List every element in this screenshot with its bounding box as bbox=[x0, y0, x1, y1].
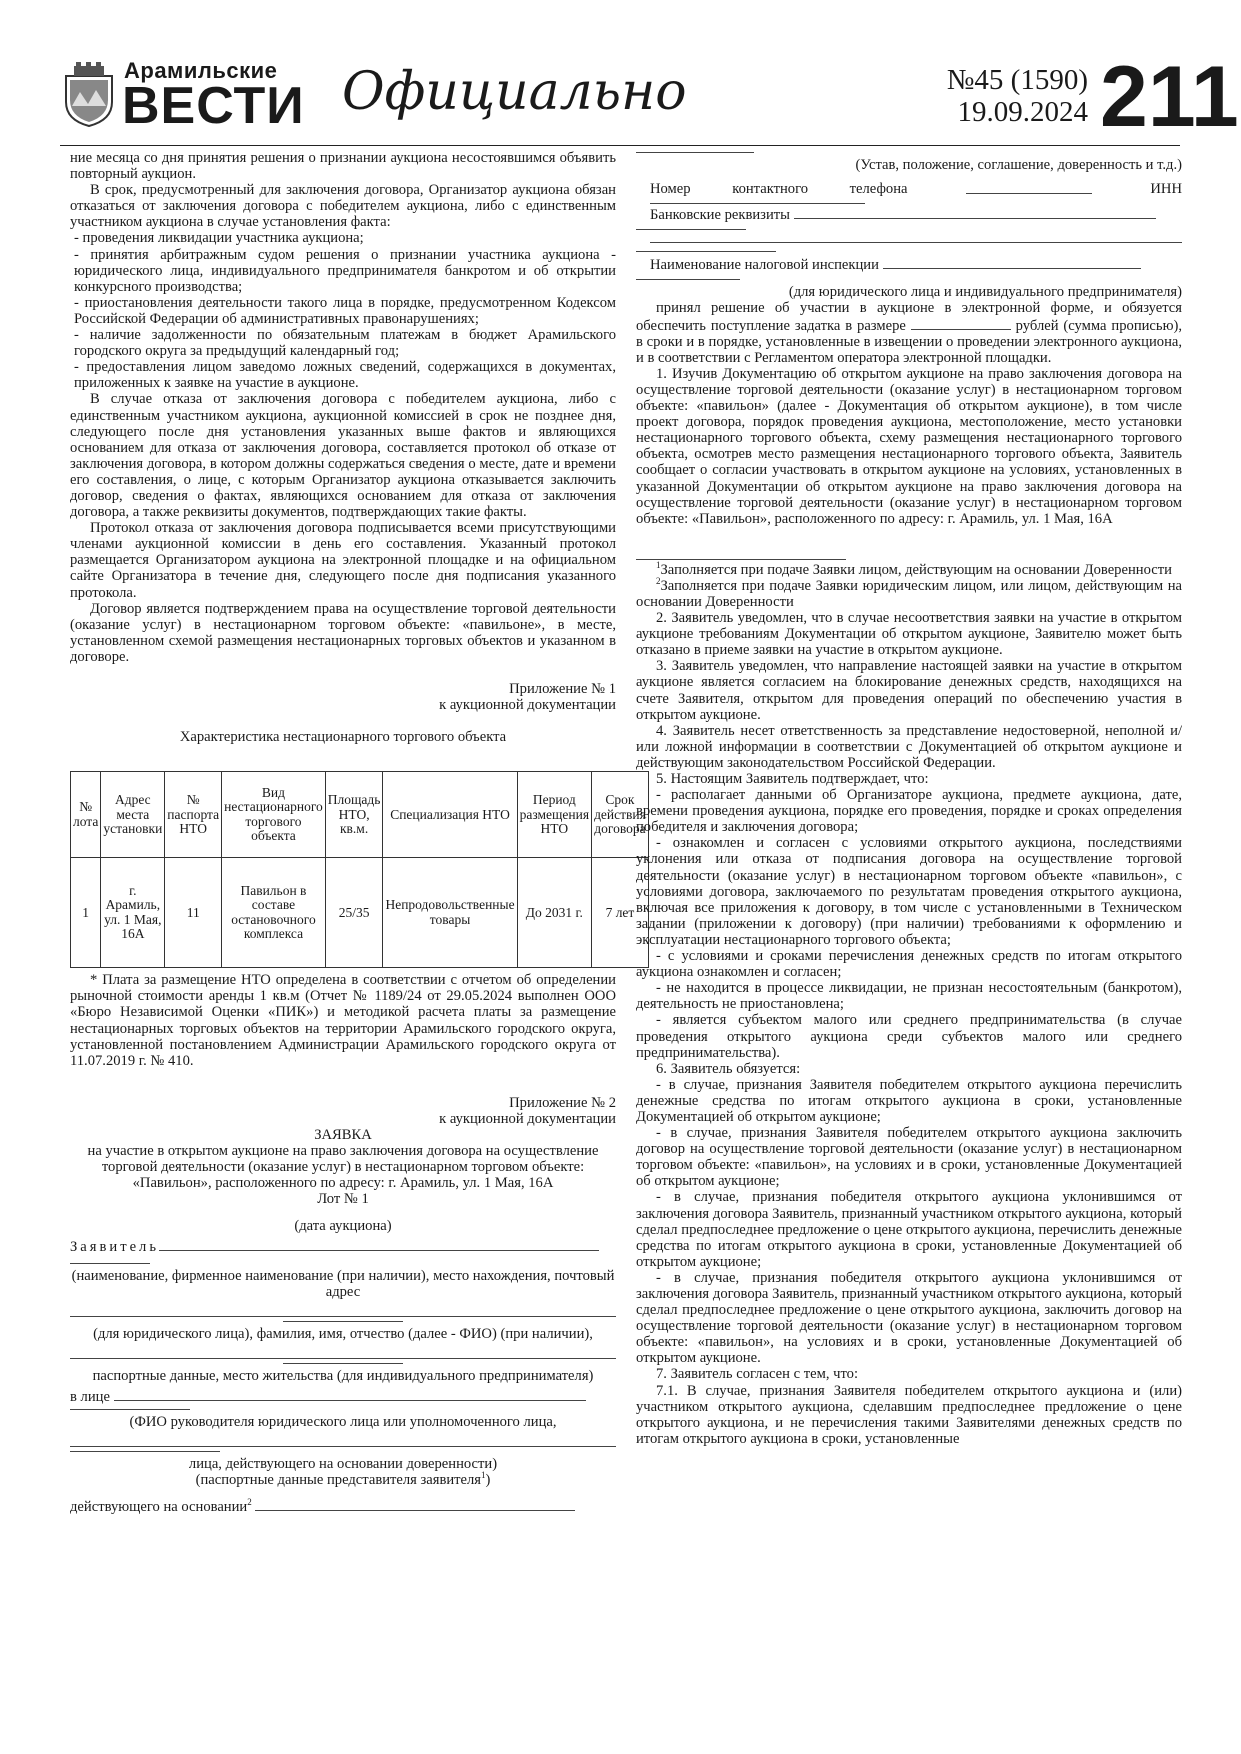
list-item: - в случае, признания победителя открытого аукциона уклонившимся от заключения договора Заявитель, признанный участником открытого аукциона, который сделал предпоследнее предложение о цене открытого аукциона, заключить договор на осуществление торговой деятельности (оказание услуг) в нестационарном торговом объекте: «павильон», на условиях и в сроки, установленные Документацией об открытом аукционе. bbox=[636, 1269, 1182, 1367]
paragraph: Протокол отказа от заключения договора подписывается всеми присутствующими членами аукционной комиссии в день его составления. Указанный протокол размещается Организатором аукциона на электронной площадке и на официальном сайте Организатора в течение дня, следующего после дня подписания указанного протокола. bbox=[70, 520, 616, 601]
item-6: 6. Заявитель обязуется: bbox=[656, 1060, 801, 1077]
form-lot: Лот № 1 bbox=[317, 1191, 369, 1208]
nto-table bbox=[70, 771, 649, 968]
applicant-label: Заявитель bbox=[70, 1238, 159, 1255]
phone-label: Номер контактного телефона bbox=[650, 181, 908, 198]
list-item: - наличие задолженности по обязательным платежам в бюджет Арамильского городского округа за предыдущий календарный год; bbox=[74, 327, 616, 360]
item-5: 5. Настоящим Заявитель подтверждает, что: bbox=[656, 771, 929, 787]
appendix-1-title: Приложение № 1 bbox=[509, 681, 616, 697]
item-1: 1. Изучив Документацию об открытом аукционе на право заключения договора на осуществление торговой деятельности (оказание услуг) в нестационарном торговом объекте: «павильон» (далее - Документация об открытом аукционе), в том числе проект договора, порядок проведения аукциона, местоположение, место установки нестационарного торгового объекта, схему размещения нестационарного торгового объекта, осмотрев место размещения нестационарного торгового объекта, Заявитель сообщает о согласии участвовать в открытом аукционе на условиях, установленных в указанной Документации об открытом аукционе на право заключения договора на осуществление торговой деятельности (оказание услуг) в нестационарном торговом объекте: «Павильон», расположенного по адресу: г. Арамиль, ул. 1 Мая, 16А bbox=[636, 365, 1182, 527]
footnote-1: $^1$Заполняется при подаче Заявки лицом, действующим на основании Доверенности bbox=[656, 559, 1172, 578]
list-item: - не находится в процессе ликвидации, не признан несостоятельным (банкротом), деятельность не приостановлена; bbox=[636, 980, 1182, 1013]
brand-main: ВЕСТИ bbox=[122, 77, 305, 135]
list-item: - предоставления лицом заведомо ложных сведений, содержащихся в документах, приложенных к заявке на участие в аукционе. bbox=[74, 359, 616, 392]
table-header-cell: Срок действия договора bbox=[592, 772, 649, 858]
brand-top: Арамильские bbox=[124, 58, 278, 83]
item-3: 3. Заявитель уведомлен, что направление настоящей заявки на участие в открытом аукционе является согласием на блокирование денежных средств, находящихся на счете Заявителя, открытом для проведения операций по обеспечению участия в открытом аукционе. bbox=[636, 658, 1182, 723]
table-cell: г. Арамиль, ул. 1 Мая, 16А bbox=[101, 858, 165, 968]
masthead bbox=[60, 49, 1239, 145]
table-footnote: * Плата за размещение НТО определена в соответствии с отчетом об определении рыночной стоимости аренды 1 кв.м (Отчет № 1189/24 от 29.05.2024 выполнен ООО «Бюро Независимой Оценки «ПИК») и методикой расчета платы за размещение нестационарных торговых объектов на территории Арамильского городского округа, установленной постановлением Администрации Арамильского городского округа от 11.07.2019 г. № 410. bbox=[70, 972, 616, 1069]
item-7-1: 7.1. В случае, признания Заявителя победителем открытого аукциона и (или) участником открытого аукциона, сделавшим предпоследнее предложение о цене открытого аукциона, и не перечисления такими Заявителями денежных средств по итогам открытого аукциона в сроки, установленные bbox=[636, 1382, 1182, 1447]
table-header-row bbox=[71, 772, 649, 858]
table-header-cell: Период размещения НТО bbox=[517, 772, 591, 858]
applicant-field[interactable] bbox=[70, 1238, 616, 1255]
table-caption: Характеристика нестационарного торгового объекта bbox=[179, 729, 507, 746]
decision-paragraph: принял решение об участии в аукционе в электронной форме, и обязуется обеспечить поступление задатка в размере рублей (сумма прописью), в сроки и в порядке, установленные в извещении о проведении электронного аукциона, и в соответствии с Регламентом оператора электронной площадки. bbox=[636, 300, 1182, 366]
list-item: - в случае, признания Заявителя победителем открытого аукциона перечислить денежные средства по итогам открытого аукциона в сроки, установленные Документацией об открытом аукционе; bbox=[636, 1076, 1182, 1125]
in-person-field[interactable] bbox=[70, 1388, 616, 1405]
name-label: (наименование, фирменное наименование (при наличии), место нахождения, почтовый адрес bbox=[71, 1267, 615, 1300]
table-header-cell: Специализация НТО bbox=[383, 772, 517, 858]
tax-field[interactable] bbox=[636, 256, 1182, 273]
form-subtitle: «Павильон», расположенного по адресу: г. Арамиль, ул. 1 Мая, 16А bbox=[132, 1175, 554, 1192]
table-header-cell: Вид нестационарного торгового объекта bbox=[222, 772, 326, 858]
bank-field[interactable] bbox=[636, 206, 1182, 223]
right-column bbox=[636, 150, 1182, 1447]
form-subtitle: на участие в открытом аукционе на право заключения договора на осуществление bbox=[87, 1143, 599, 1160]
table-cell: До 2031 г. bbox=[517, 858, 591, 968]
bank-label: Банковские реквизиты bbox=[650, 207, 790, 224]
form-title: ЗАЯВКА bbox=[314, 1127, 372, 1144]
list-item: - в случае, признания победителя открытого аукциона уклонившимся от заключения договора Заявитель, признанный участником открытого аукциона, который сделал предпоследнее предложение о цене открытого аукциона, перечислить денежные средства по итогам открытого аукциона в сроки, установленные Документацией об открытом аукционе; bbox=[636, 1189, 1182, 1270]
fio-label: (для юридического лица), фамилия, имя, отчество (далее - ФИО) (при наличии), bbox=[93, 1325, 593, 1342]
appendix-1-subtitle: к аукционной документации bbox=[439, 697, 616, 714]
table-header-cell: Адрес места установки bbox=[101, 772, 165, 858]
list-item: - располагает данными об Организаторе аукциона, предмете аукциона, дате, времени проведения аукциона, порядке его проведения, порядке и сроках определения победителя и заключения договора; bbox=[636, 787, 1182, 836]
passport-label: паспортные данные, место жительства (для индивидуального предпринимателя) bbox=[92, 1367, 594, 1384]
city-emblem-icon bbox=[60, 62, 118, 128]
rep-label: (паспортные данные представителя заявителя$^1$) bbox=[195, 1470, 491, 1489]
table-row bbox=[71, 858, 649, 968]
header-rule bbox=[60, 145, 1180, 146]
issue-number: №45 (1590) bbox=[946, 64, 1088, 96]
table-cell: 11 bbox=[165, 858, 222, 968]
paragraph: Договор является подтверждением права на осуществление торговой деятельности (оказание услуг) в нестационарном торговом объекте: «павильоне», в месте, установленном схемой размещения нестационарных торговых объектов и указанном в договоре. bbox=[70, 600, 616, 665]
item-7: 7. Заявитель согласен с тем, что: bbox=[656, 1366, 858, 1383]
footnote-2: $^2$Заполняется при подаче Заявки юридическим лицом, или лицом, действующим на основании Доверенности bbox=[636, 576, 1182, 610]
acting-label: действующего на основании bbox=[70, 1499, 248, 1516]
paragraph: ние месяца со дня принятия решения о признании аукциона несостоявшимся объявить повторный аукцион. bbox=[70, 150, 616, 183]
appendix-2-subtitle: к аукционной документации bbox=[439, 1110, 616, 1127]
table-header-cell: Площадь НТО, кв.м. bbox=[325, 772, 383, 858]
auction-date-label: (дата аукциона) bbox=[294, 1217, 392, 1234]
form-subtitle: торговой деятельности (оказание услуг) в нестационарном торговом объекте: bbox=[101, 1159, 585, 1176]
charter-label: (Устав, положение, соглашение, доверенность и т.д.) bbox=[855, 157, 1182, 173]
list-item: - в случае, признания Заявителя победителем открытого аукциона заключить договор на осуществление торговой деятельности (оказание услуг) в нестационарном торговом объекте: «павильон», на условиях и в сроки, установленные Документацией об открытом аукционе; bbox=[636, 1125, 1182, 1190]
table-header-cell: № лота bbox=[71, 772, 101, 858]
list-item: - с условиями и сроками перечисления денежных средств по итогам открытого аукциона ознакомлен и согласен; bbox=[636, 948, 1182, 981]
paragraph: В срок, предусмотренный для заключения договора, Организатор аукциона обязан отказаться от заключения договора с победителем аукциона, либо с единственным участником аукциона в случае установления факта: bbox=[70, 182, 616, 231]
paragraph: В случае отказа от заключения договора с победителем аукциона, либо с единственным участником аукциона, аукционной комиссией в срок не позднее дня, следующего после дня установления указанных выше фактов и являющихся основанием для отказа от заключения договора, составляется протокол об отказе от заключения договора, в котором должны содержаться сведения о месте, дате и времени его составления, о лице, с которым Организатор аукциона отказывается заключить договор, сведения о фактах, являющихся основанием для отказа от заключения договора, а также реквизиты документов, подтверждающих такие факты. bbox=[70, 391, 616, 521]
section-title: Официально bbox=[342, 62, 687, 122]
issue-info bbox=[888, 64, 1088, 128]
acting-field[interactable]: действующего на основании$^2$ bbox=[70, 1498, 616, 1515]
issue-date: 19.09.2024 bbox=[957, 96, 1088, 128]
list-item: - приостановления деятельности такого лица в порядке, предусмотренном Кодексом Российской Федерации об административных правонарушениях; bbox=[74, 294, 616, 327]
proxy-label: лица, действующего на основании доверенности) bbox=[188, 1456, 498, 1473]
phone-field[interactable] bbox=[636, 181, 1182, 197]
table-cell: 7 лет bbox=[592, 858, 649, 968]
inn-label: ИНН bbox=[1150, 181, 1182, 198]
list-item: - принятия арбитражным судом решения о признании участника аукциона - юридического лица, индивидуального предпринимателя банкротом и об открытии конкурсного производства; bbox=[74, 246, 616, 295]
table-cell: 25/35 bbox=[325, 858, 383, 968]
table-cell: Непродовольственные товары bbox=[383, 858, 517, 968]
table-cell: 1 bbox=[71, 858, 101, 968]
in-person-label: в лице bbox=[70, 1389, 110, 1406]
left-column bbox=[70, 150, 646, 1516]
page-number: 211 bbox=[1100, 49, 1239, 145]
tax-label: Наименование налоговой инспекции bbox=[650, 257, 879, 274]
table-cell: Павильон в составе остановочного комплекса bbox=[222, 858, 326, 968]
list-item: - проведения ликвидации участника аукциона; bbox=[74, 230, 364, 247]
list-item: - ознакомлен и согласен с условиями открытого аукциона, последствиями уклонения или отказа от подписания договора на осуществление торговой деятельности (оказание услуг) в нестационарном торговом объекте «павильон», с условиями договора, заключаемого по результатам проведения открытого аукциона, включая все приложения к договору, в том числе с установленными в Техническом задании (приложении к договору) (при наличии) требованиями к оформлению и эксплуатации нестационарного торгового объекта; bbox=[636, 835, 1182, 948]
head-label: (ФИО руководителя юридического лица или уполномоченного лица, bbox=[129, 1414, 557, 1431]
item-2: 2. Заявитель уведомлен, что в случае несоответствия заявки на участие в открытом аукционе требованиям Документации об открытом аукционе, Заявителю может быть отказано в приеме заявки на участие в открытом аукционе. bbox=[636, 610, 1182, 659]
table-header-cell: № паспорта НТО bbox=[165, 772, 222, 858]
list-item: - является субъектом малого или среднего предпринимательства (в случае проведения открытого аукциона среди субъектов малого или среднего предпринимательства). bbox=[636, 1012, 1182, 1061]
appendix-2-title: Приложение № 2 bbox=[509, 1094, 616, 1111]
item-4: 4. Заявитель несет ответственность за представление недостоверной, неполной и/или ложной информации в соответствии с Документацией об открытом аукционе и действующим законодательством Российской Федерации. bbox=[636, 722, 1182, 771]
tax-note: (для юридического лица и индивидуального предпринимателя) bbox=[788, 284, 1182, 301]
